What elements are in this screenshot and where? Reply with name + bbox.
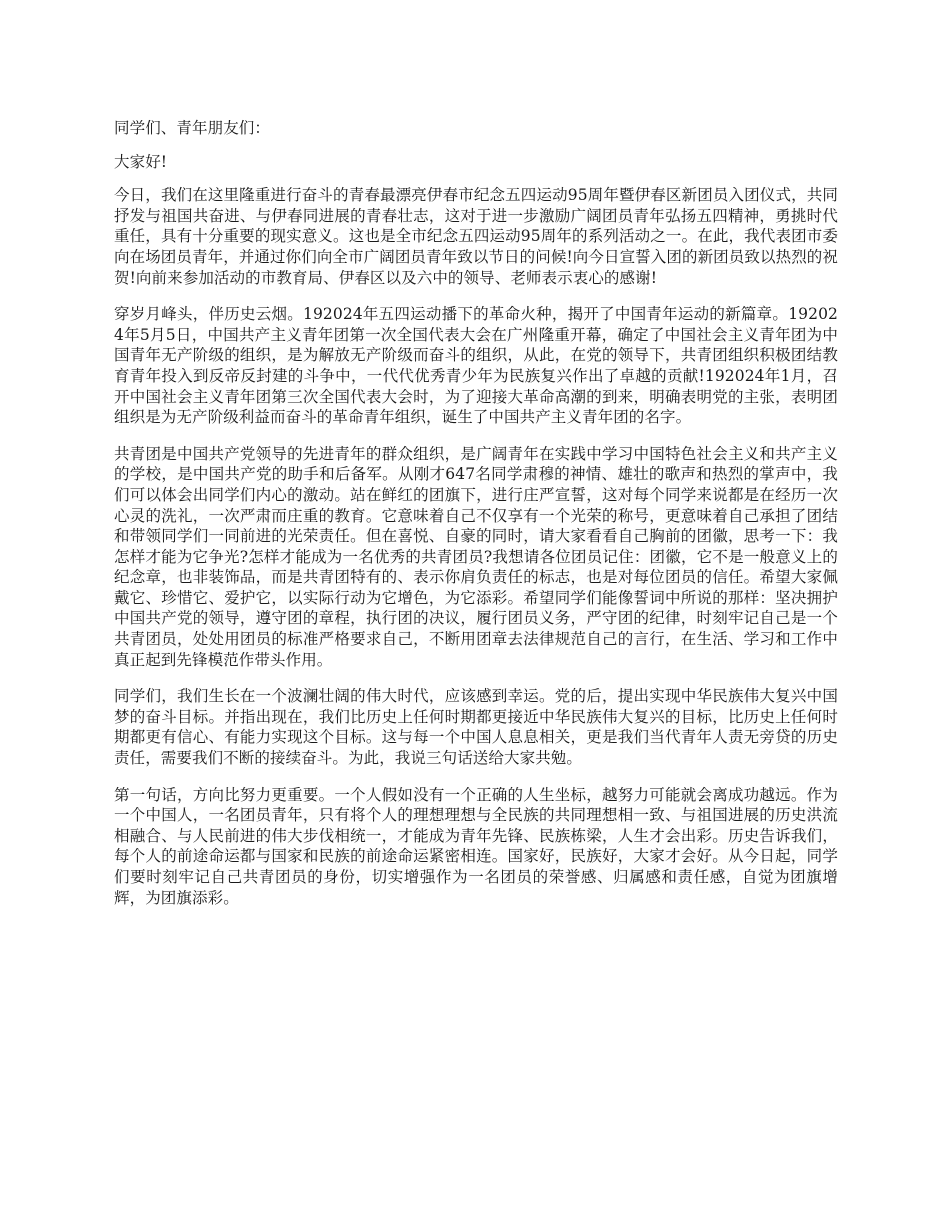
paragraph-first-point: 第一句话，方向比努力更重要。一个人假如没有一个正确的人生坐标，越努力可能就会离成功越远。作为一个中国人，一名团员青年，只有将个人的理想理想与全民族的共同理想相一致、与祖国进展的历史洪流相融合、与人民前进的伟大步伐相统一，才能成为青年先锋、民族栋梁，人生才会出彩。历史告诉我们，每个人的前途命运都与国家和民族的前途命运紧密相连。国家好，民族好，大家才会好。从今日起，同学们要时刻牢记自己共青团员的身份，切实增强作为一名团员的荣誉感、归属感和责任感，自觉为团旗增辉，为团旗添彩。	[114, 785, 838, 907]
document-body	[114, 118, 838, 924]
paragraph-opening: 今日，我们在这里隆重进行奋斗的青春最漂亮伊春市纪念五四运动95周年暨伊春区新团员入团仪式，共同抒发与祖国共奋进、与伊春同进展的青春壮志，这对于进一步激励广阔团员青年弘扬五四精神，勇挑时代重任，具有十分重要的现实意义。这也是全市纪念五四运动95周年的系列活动之一。在此，我代表团市委向在场团员青年，并通过你们向全市广阔团员青年致以节日的问候!向今日宣誓入团的新团员致以热烈的祝贺!向前来参加活动的市教育局、伊春区以及六中的领导、老师表示衷心的感谢!	[114, 186, 838, 287]
paragraph-league: 共青团是中国共产党领导的先进青年的群众组织，是广阔青年在实践中学习中国特色社会主义和共产主义的学校，是中国共产党的助手和后备军。从刚才647名同学肃穆的神情、雄壮的歌声和热烈的掌声中，我们可以体会出同学们内心的激动。站在鲜红的团旗下，进行庄严宣誓，这对每个同学来说都是在经历一次心灵的洗礼，一次严肃而庄重的教育。它意味着自己不仅享有一个光荣的称号，更意味着自己承担了团结和带领同学们一同前进的光荣责任。但在喜悦、自豪的同时，请大家看看自己胸前的团徽，思考一下：我怎样才能为它争光?怎样才能成为一名优秀的共青团员?我想请各位团员记住：团徽，它不是一般意义上的纪念章，也非装饰品，而是共青团特有的、表示你肩负责任的标志，也是对每位团员的信任。希望大家佩戴它、珍惜它、爱护它，以实际行动为它增色，为它添彩。希望同学们能像誓词中所说的那样：坚决拥护中国共产党的领导，遵守团的章程，执行团的决议，履行团员义务，严守团的纪律，时刻牢记自己是一个共青团员，处处用团员的标准严格要求自己，不断用团章去法律规范自己的言行，在生活、学习和工作中真正起到先锋模范作带头作用。	[114, 444, 838, 669]
paragraph-era: 同学们，我们生长在一个波澜壮阔的伟大时代，应该感到幸运。党的后，提出实现中华民族伟大复兴中国梦的奋斗目标。并指出现在，我们比历史上任何时期都更接近中华民族伟大复兴的目标，比历史上任何时期都更有信心、有能力实现这个目标。这与每一个中国人息息相关，更是我们当代青年人责无旁贷的历史责任，需要我们不断的接续奋斗。为此，我说三句话送给大家共勉。	[114, 687, 838, 768]
greeting: 大家好!	[114, 152, 168, 171]
paragraph-history: 穿岁月峰头，伴历史云烟。192024年五四运动播下的革命火种，揭开了中国青年运动的新篇章。192024年5月5日，中国共产主义青年团第一次全国代表大会在广州隆重开幕，确定了中国社会主义青年团为中国青年无产阶级的组织，是为解放无产阶级而奋斗的组织，从此，在党的领导下，共青团组织积极团结教育青年投入到反帝反封建的斗争中，一代代优秀青少年为民族复兴作出了卓越的贡献!192024年1月，召开中国社会主义青年团第三次全国代表大会时，为了迎接大革命高潮的到来，明确表明党的主张，表明团组织是为无产阶级利益而奋斗的革命青年组织，诞生了中国共产主义青年团的名字。	[114, 305, 838, 427]
salutation: 同学们、青年朋友们：	[114, 119, 271, 137]
